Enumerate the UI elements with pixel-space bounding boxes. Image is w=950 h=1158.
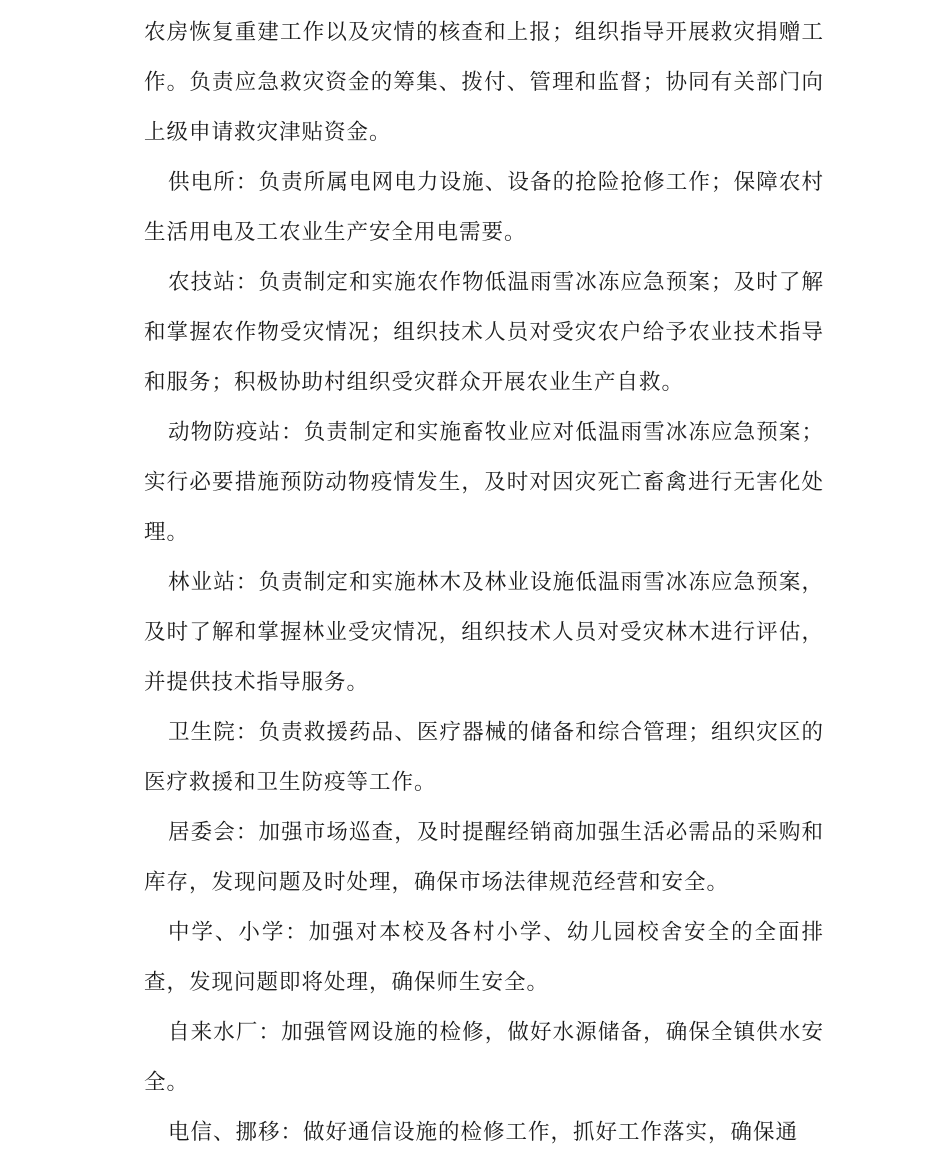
- paragraph-schools: 中学、小学：加强对本校及各村小学、幼儿园校舍安全的全面排查，发现问题即将处理，确保师生安全。: [144, 920, 824, 995]
- paragraph-residents-committee: 居委会：加强市场巡查，及时提醒经销商加强生活必需品的采购和库存，发现问题及时处理，确保市场法律规范经营和安全。: [144, 820, 824, 895]
- paragraph-forestry-station: 林业站：负责制定和实施林木及林业设施低温雨雪冰冻应急预案，及时了解和掌握林业受灾情况，组织技术人员对受灾林木进行评估，并提供技术指导服务。: [144, 570, 824, 695]
- paragraph-telecom: 电信、挪移：做好通信设施的检修工作，抓好工作落实，确保通: [168, 1120, 799, 1145]
- document-body: [144, 8, 824, 1158]
- paragraph-waterworks: 自来水厂：加强管网设施的检修，做好水源储备，确保全镇供水安全。: [144, 1020, 824, 1095]
- paragraph-agri-tech-station: 农技站：负责制定和实施农作物低温雨雪冰冻应急预案；及时了解和掌握农作物受灾情况；组织技术人员对受灾农户给予农业技术指导和服务；积极协助村组织受灾群众开展农业生产自救。: [144, 270, 824, 395]
- paragraph-power-station: 供电所：负责所属电网电力设施、设备的抢险抢修工作；保障农村生活用电及工农业生产安全用电需要。: [144, 170, 824, 245]
- paragraph-continuation: 农房恢复重建工作以及灾情的核查和上报；组织指导开展救灾捐赠工作。负责应急救灾资金的筹集、拨付、管理和监督；协同有关部门向上级申请救灾津贴资金。: [144, 20, 824, 145]
- paragraph-animal-epidemic-station: 动物防疫站：负责制定和实施畜牧业应对低温雨雪冰冻应急预案；实行必要措施预防动物疫情发生，及时对因灾死亡畜禽进行无害化处理。: [144, 420, 824, 545]
- paragraph-health-center: 卫生院：负责救援药品、医疗器械的储备和综合管理；组织灾区的医疗救援和卫生防疫等工作。: [144, 720, 824, 795]
